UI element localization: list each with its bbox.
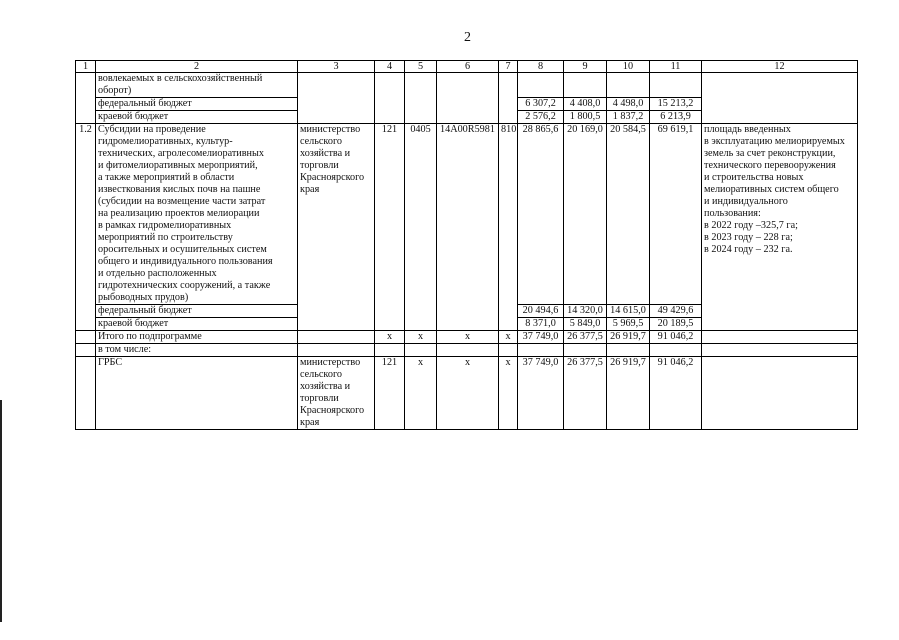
cell-x: x xyxy=(405,357,437,430)
grbs-code: 121 xyxy=(375,124,405,331)
cell-value: 20 584,5 xyxy=(607,124,650,305)
cell-value: 26 919,7 xyxy=(607,331,650,344)
cell-value: 8 371,0 xyxy=(518,318,564,331)
cell-value: 6 213,9 xyxy=(650,111,702,124)
cell-value: 91 046,2 xyxy=(650,331,702,344)
continued-name: вовлекаемых в сельскохозяйственный оборот) xyxy=(96,73,298,98)
header-col-7: 7 xyxy=(499,61,518,73)
result-cell: площадь введенных в эксплуатацию мелиорируемых земель за счет реконструкции, технического перевооружения и строительства новых мелиоративных систем общего и индивидуального пользования: в 2022 году –325,7 га; в 2023 году – 228 га; в 2024 году – 232 га. xyxy=(702,124,858,331)
cell-x: x xyxy=(375,331,405,344)
cell-value: 37 749,0 xyxy=(518,357,564,430)
row-label: федеральный бюджет xyxy=(96,305,298,318)
row-number: 1.2 xyxy=(76,124,96,331)
cell-value: 2 576,2 xyxy=(518,111,564,124)
cell-x: x xyxy=(499,331,518,344)
grbs-label: ГРБС xyxy=(96,357,298,430)
header-col-5: 5 xyxy=(405,61,437,73)
cell-value: 14 615,0 xyxy=(607,305,650,318)
row-label: краевой бюджет xyxy=(96,318,298,331)
header-col-12: 12 xyxy=(702,61,858,73)
table-row xyxy=(76,331,858,344)
including-label: в том числе: xyxy=(96,344,298,357)
cell-x: x xyxy=(405,331,437,344)
cell-value: 20 494,6 xyxy=(518,305,564,318)
cell-value: 14 320,0 xyxy=(564,305,607,318)
cell-value: 1 800,5 xyxy=(564,111,607,124)
cell-value: 5 969,5 xyxy=(607,318,650,331)
header-col-8: 8 xyxy=(518,61,564,73)
margin-line xyxy=(0,400,2,622)
header-col-2: 2 xyxy=(96,61,298,73)
cell-x: x xyxy=(499,357,518,430)
cell-value: 1 837,2 xyxy=(607,111,650,124)
budget-table xyxy=(75,60,858,430)
table-row xyxy=(76,73,858,98)
rzpr-code: 0405 xyxy=(405,124,437,331)
vr-code: 810 xyxy=(499,124,518,331)
table-row xyxy=(76,124,858,305)
csr-code: 14А00R5981 xyxy=(437,124,499,331)
cell-value: 91 046,2 xyxy=(650,357,702,430)
cell-x: x xyxy=(437,331,499,344)
grbs-code: 121 xyxy=(375,357,405,430)
ministry-cell: министерство сельского хозяйства и торговли Красноярского края xyxy=(298,124,375,331)
header-col-11: 11 xyxy=(650,61,702,73)
header-col-1: 1 xyxy=(76,61,96,73)
cell-value: 20 189,5 xyxy=(650,318,702,331)
cell-value: 4 498,0 xyxy=(607,98,650,111)
cell-value: 26 919,7 xyxy=(607,357,650,430)
cell-value: 15 213,2 xyxy=(650,98,702,111)
cell-x: x xyxy=(437,357,499,430)
header-col-9: 9 xyxy=(564,61,607,73)
header-col-3: 3 xyxy=(298,61,375,73)
header-row xyxy=(76,61,858,73)
cell-value: 20 169,0 xyxy=(564,124,607,305)
row-label: федеральный бюджет xyxy=(96,98,298,111)
table-row xyxy=(76,344,858,357)
row-name: Субсидии на проведение гидромелиоративных, культур- технических, агролесомелиоративных и фитомелиоративных мероприятий, а также мероприятий в области известкования кислых почв на пашне (субсидии на возмещение части затрат на реализацию проектов мелиорации в рамках гидромелиоративных мероприятий по строительству оросительных и осушительных систем общего и индивидуального пользования и отдельно расположенных гидротехнических сооружений, а также рыбоводных прудов) xyxy=(96,124,298,305)
cell-value: 69 619,1 xyxy=(650,124,702,305)
cell-value: 26 377,5 xyxy=(564,331,607,344)
header-col-10: 10 xyxy=(607,61,650,73)
cell-value: 5 849,0 xyxy=(564,318,607,331)
cell-value: 37 749,0 xyxy=(518,331,564,344)
header-col-6: 6 xyxy=(437,61,499,73)
cell-value: 26 377,5 xyxy=(564,357,607,430)
ministry-cell: министерство сельского хозяйства и торговли Красноярского края xyxy=(298,357,375,430)
cell-value: 4 408,0 xyxy=(564,98,607,111)
total-label: Итого по подпрограмме xyxy=(96,331,298,344)
table-row xyxy=(76,357,858,430)
cell-value: 6 307,2 xyxy=(518,98,564,111)
header-col-4: 4 xyxy=(375,61,405,73)
cell-value: 49 429,6 xyxy=(650,305,702,318)
row-label: краевой бюджет xyxy=(96,111,298,124)
page-number: 2 xyxy=(464,30,471,45)
cell-value: 28 865,6 xyxy=(518,124,564,305)
